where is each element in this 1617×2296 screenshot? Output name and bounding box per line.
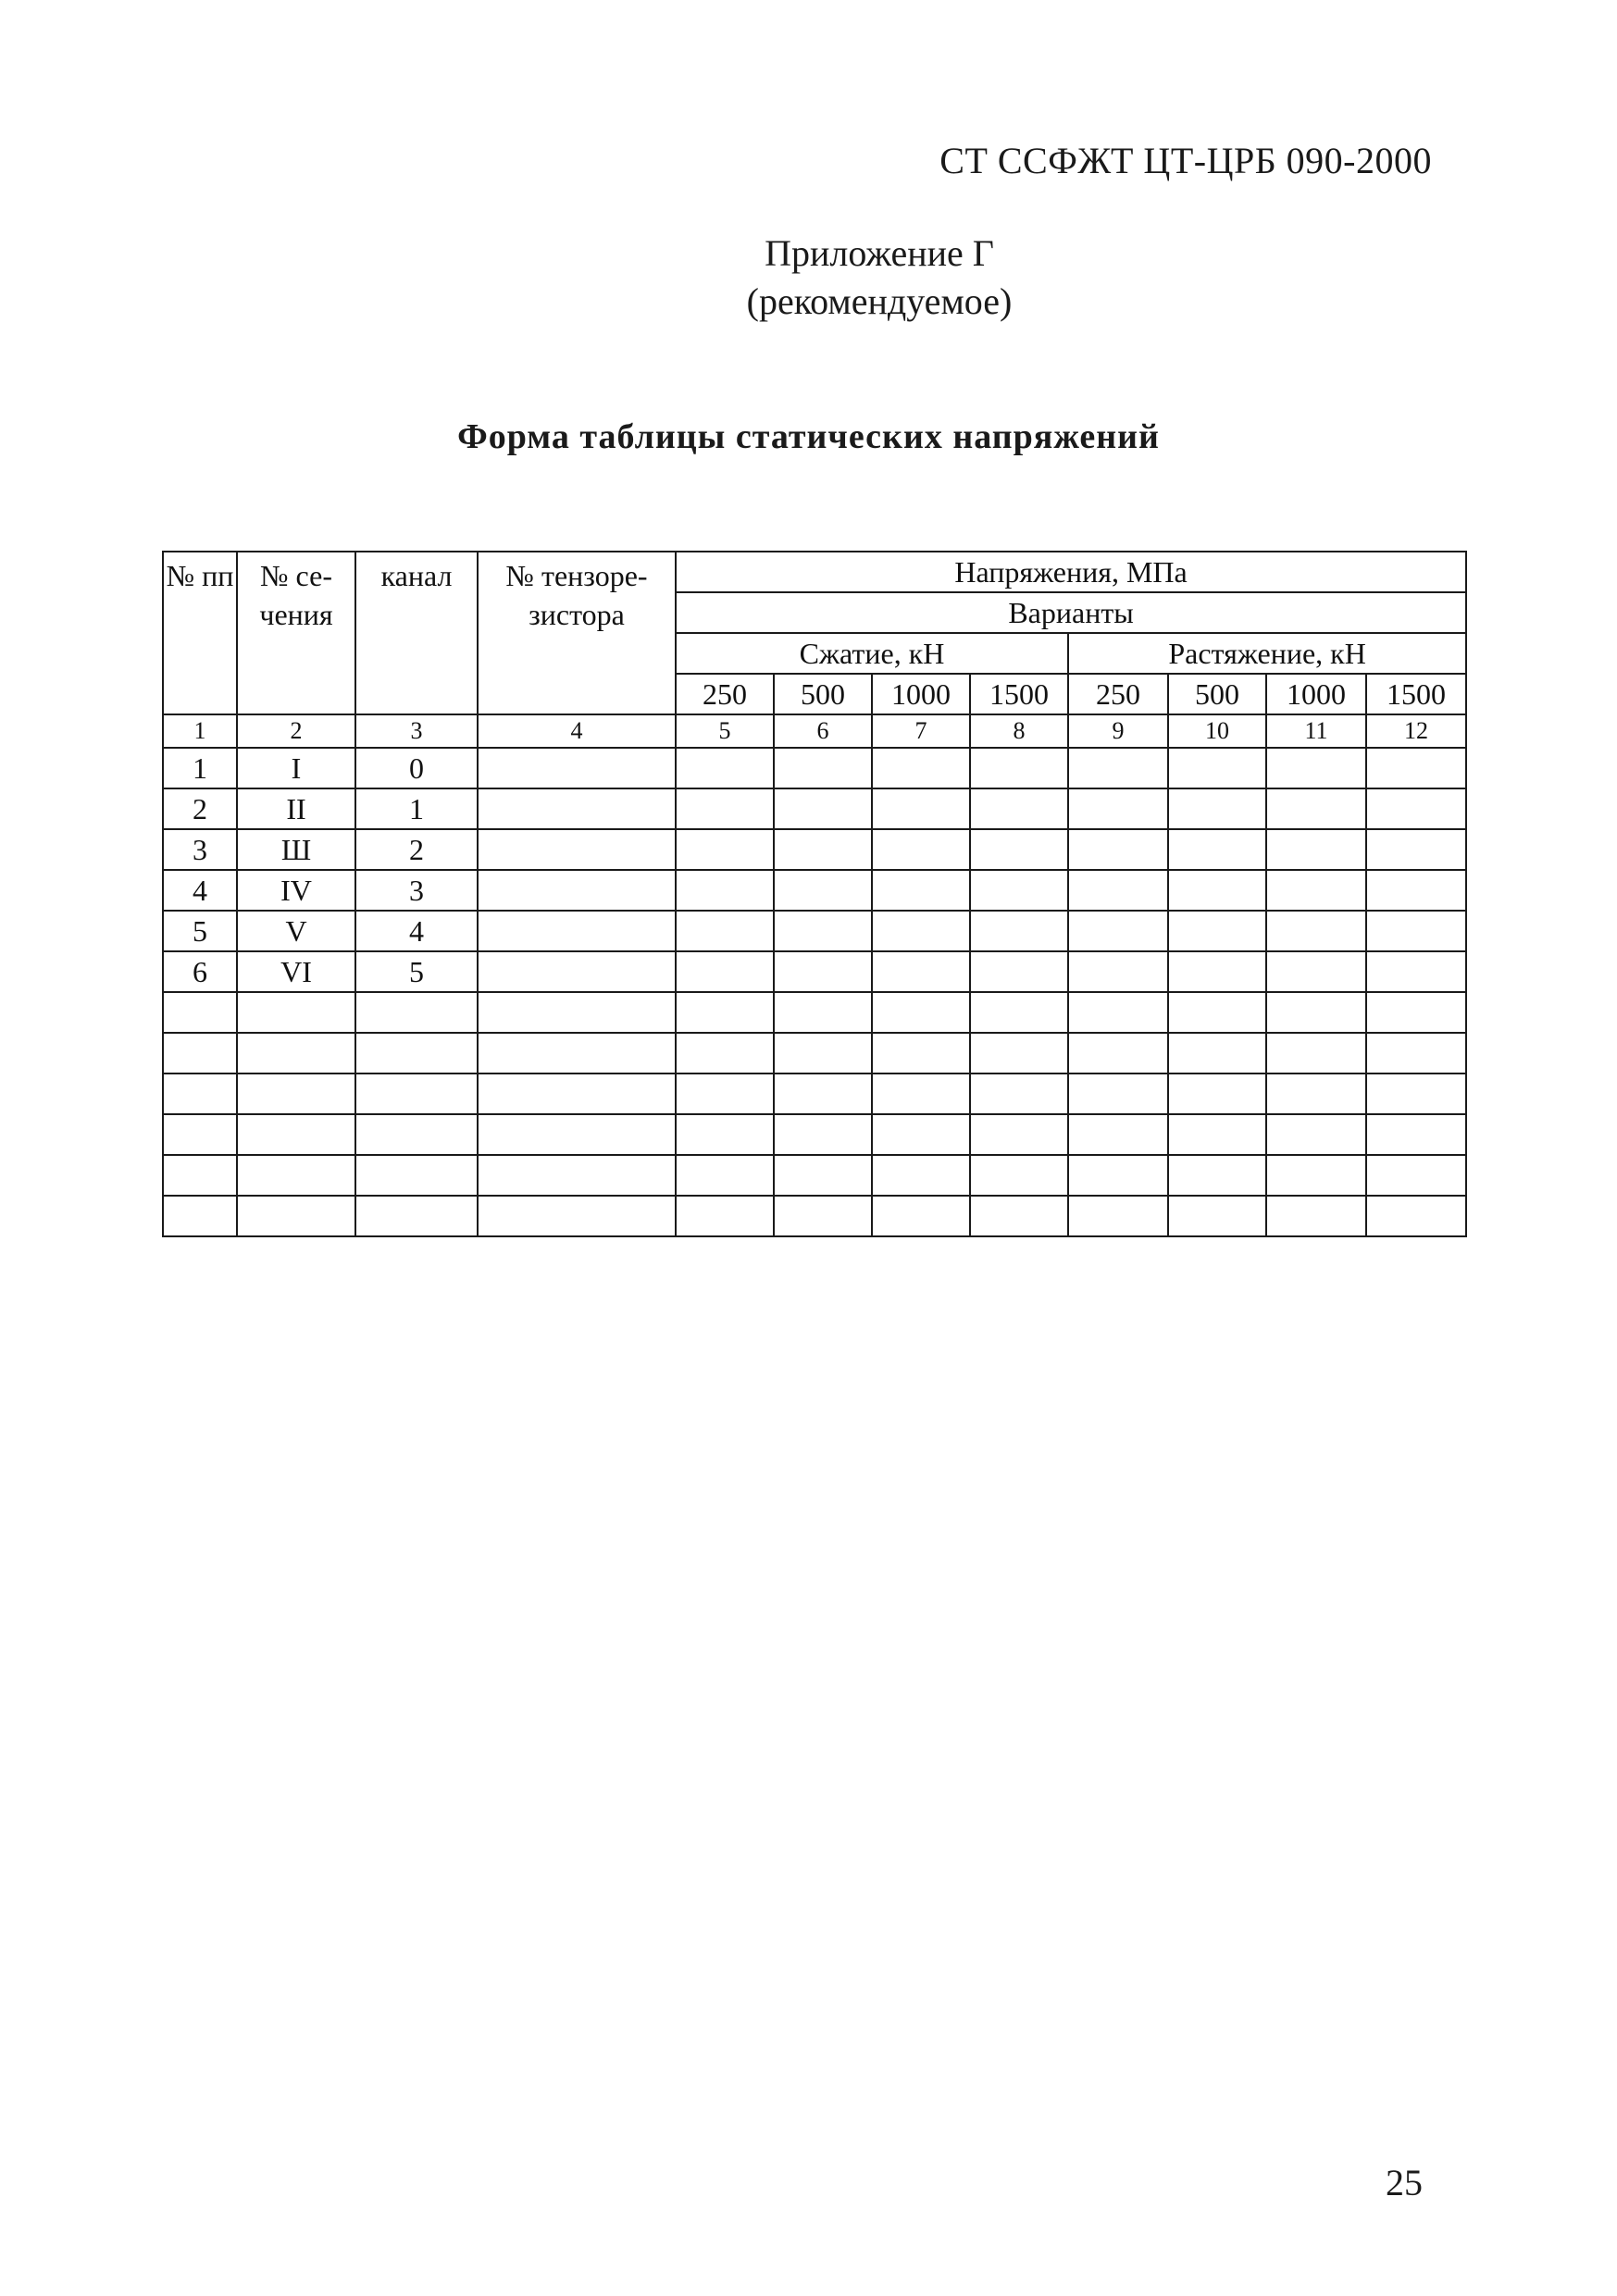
table-cell — [163, 1033, 237, 1074]
table-cell — [872, 870, 970, 911]
table-cell — [237, 992, 355, 1033]
table-row — [163, 870, 1466, 911]
table-cell — [1068, 951, 1168, 992]
table-cell: II — [237, 788, 355, 829]
table-cell — [872, 788, 970, 829]
table-cell — [1168, 1114, 1266, 1155]
table-row — [163, 911, 1466, 951]
column-number: 4 — [478, 714, 676, 748]
appendix-subtitle: (рекомендуемое) — [746, 280, 1013, 322]
table-cell — [872, 951, 970, 992]
table-cell — [1068, 1033, 1168, 1074]
table-cell — [970, 748, 1068, 788]
table-cell — [478, 748, 676, 788]
table-cell: 1 — [163, 748, 237, 788]
table-cell — [872, 1033, 970, 1074]
table-cell — [478, 951, 676, 992]
table-row — [163, 951, 1466, 992]
table-cell — [478, 1074, 676, 1114]
table-cell — [163, 992, 237, 1033]
table-row — [163, 788, 1466, 829]
table-row — [163, 1033, 1466, 1074]
column-number: 10 — [1168, 714, 1266, 748]
column-number: 9 — [1068, 714, 1168, 748]
table-cell — [1266, 1114, 1366, 1155]
table-cell — [1068, 748, 1168, 788]
table-cell — [676, 992, 774, 1033]
table-cell — [1168, 748, 1266, 788]
table-cell — [1068, 911, 1168, 951]
table-row — [163, 1196, 1466, 1236]
table-cell — [774, 1074, 872, 1114]
table-cell — [478, 1033, 676, 1074]
table-cell — [774, 951, 872, 992]
table-cell — [478, 911, 676, 951]
table-cell — [872, 829, 970, 870]
table-cell — [676, 1114, 774, 1155]
table-cell — [872, 1196, 970, 1236]
column-number: 8 — [970, 714, 1068, 748]
column-number: 5 — [676, 714, 774, 748]
table-cell — [1366, 870, 1466, 911]
table-cell: 6 — [163, 951, 237, 992]
table-cell — [774, 1033, 872, 1074]
column-number-row — [163, 714, 1466, 748]
table-cell — [478, 1114, 676, 1155]
table-cell — [1366, 1155, 1466, 1196]
table-cell — [1266, 911, 1366, 951]
table-cell — [970, 951, 1068, 992]
table-cell — [355, 1074, 478, 1114]
table-cell — [237, 1155, 355, 1196]
table-cell — [970, 870, 1068, 911]
table-cell — [1266, 829, 1366, 870]
table-cell — [1168, 1033, 1266, 1074]
table-cell — [478, 1196, 676, 1236]
table-cell — [676, 748, 774, 788]
header-tension: Растяжение, кН — [1068, 633, 1466, 674]
document-code: СТ ССФЖТ ЦТ-ЦРБ 090-2000 — [939, 140, 1432, 181]
table-cell — [1266, 788, 1366, 829]
table-cell — [1168, 788, 1266, 829]
header-load: 1500 — [1366, 674, 1466, 714]
table-cell — [237, 1074, 355, 1114]
column-number: 12 — [1366, 714, 1466, 748]
table-cell — [872, 1074, 970, 1114]
table-cell: 5 — [163, 911, 237, 951]
table-cell — [478, 992, 676, 1033]
header-load: 500 — [1168, 674, 1266, 714]
table-cell — [1266, 748, 1366, 788]
table-cell — [1366, 1074, 1466, 1114]
table-cell — [774, 870, 872, 911]
table-cell — [1068, 788, 1168, 829]
table-cell — [1068, 1155, 1168, 1196]
table-cell — [970, 1074, 1068, 1114]
table-row — [163, 829, 1466, 870]
table-cell — [237, 1196, 355, 1236]
table-cell — [1168, 870, 1266, 911]
column-number: 6 — [774, 714, 872, 748]
table-cell — [774, 1114, 872, 1155]
table-cell — [774, 1155, 872, 1196]
table-cell — [774, 911, 872, 951]
table-cell — [1366, 829, 1466, 870]
header-stresses: Напряжения, МПа — [676, 552, 1466, 592]
header-load: 1500 — [970, 674, 1068, 714]
table-cell — [355, 1155, 478, 1196]
table-cell — [1366, 748, 1466, 788]
table-cell — [1068, 870, 1168, 911]
table-cell — [676, 1196, 774, 1236]
header-section-number: № се- чения — [237, 552, 355, 714]
table-cell: I — [237, 748, 355, 788]
table-cell — [237, 1114, 355, 1155]
table-cell — [676, 911, 774, 951]
table-cell: 2 — [163, 788, 237, 829]
header-load: 250 — [676, 674, 774, 714]
table-cell — [1266, 1074, 1366, 1114]
table-cell — [1366, 992, 1466, 1033]
table-cell — [1068, 1114, 1168, 1155]
table-cell — [676, 1074, 774, 1114]
table-cell — [872, 748, 970, 788]
appendix-title: Приложение Г — [765, 232, 994, 274]
table-cell — [1168, 1074, 1266, 1114]
table-cell — [970, 1033, 1068, 1074]
table-cell — [163, 1074, 237, 1114]
header-strain-gauge-number: № тензоре- зистора — [478, 552, 676, 714]
table-cell — [676, 829, 774, 870]
table-cell — [872, 1114, 970, 1155]
table-row — [163, 992, 1466, 1033]
table-cell — [1168, 951, 1266, 992]
table-cell — [774, 1196, 872, 1236]
table-cell — [1366, 951, 1466, 992]
table-cell — [478, 1155, 676, 1196]
table-cell — [1366, 1114, 1466, 1155]
header-row-number: № пп — [163, 552, 237, 714]
table-cell — [1068, 829, 1168, 870]
table-cell: 3 — [163, 829, 237, 870]
table-cell — [355, 1114, 478, 1155]
table-cell — [774, 788, 872, 829]
table-cell — [1168, 829, 1266, 870]
table-cell — [970, 1114, 1068, 1155]
header-load: 1000 — [1266, 674, 1366, 714]
table-cell: 5 — [355, 951, 478, 992]
column-number: 7 — [872, 714, 970, 748]
table-cell: Ш — [237, 829, 355, 870]
table-cell: 1 — [355, 788, 478, 829]
table-cell — [1266, 870, 1366, 911]
table-cell — [774, 992, 872, 1033]
header-load: 500 — [774, 674, 872, 714]
table-cell: 4 — [355, 911, 478, 951]
table-cell — [1266, 951, 1366, 992]
table-cell — [1168, 992, 1266, 1033]
page-number: 25 — [1386, 2162, 1423, 2203]
table-cell — [163, 1155, 237, 1196]
table-cell — [1366, 911, 1466, 951]
table-cell — [970, 992, 1068, 1033]
table-cell — [355, 992, 478, 1033]
column-number: 3 — [355, 714, 478, 748]
table-cell — [774, 748, 872, 788]
header-load: 1000 — [872, 674, 970, 714]
header-load: 250 — [1068, 674, 1168, 714]
table-cell — [1168, 1155, 1266, 1196]
table-cell — [355, 1196, 478, 1236]
table-cell — [676, 788, 774, 829]
form-title: Форма таблицы статических напряжений — [457, 417, 1160, 456]
header-variants: Варианты — [676, 592, 1466, 633]
table-cell — [478, 829, 676, 870]
table-cell: VI — [237, 951, 355, 992]
table-cell: 2 — [355, 829, 478, 870]
table-cell — [774, 829, 872, 870]
table-cell — [1366, 1033, 1466, 1074]
table-cell — [1266, 1155, 1366, 1196]
table-cell — [872, 1155, 970, 1196]
table-cell — [163, 1196, 237, 1236]
table-row — [163, 748, 1466, 788]
table-cell: 0 — [355, 748, 478, 788]
table-cell — [1266, 1033, 1366, 1074]
table-row — [163, 1074, 1466, 1114]
table-cell — [970, 1155, 1068, 1196]
table-cell — [237, 1033, 355, 1074]
table-cell — [478, 870, 676, 911]
table-cell — [355, 1033, 478, 1074]
table-cell: 3 — [355, 870, 478, 911]
column-number: 2 — [237, 714, 355, 748]
table-cell: 4 — [163, 870, 237, 911]
column-number: 11 — [1266, 714, 1366, 748]
table-cell — [1068, 1196, 1168, 1236]
table-cell — [1068, 1074, 1168, 1114]
header-channel: канал — [355, 552, 478, 714]
table-cell — [676, 951, 774, 992]
table-cell — [676, 1033, 774, 1074]
table-cell — [1266, 1196, 1366, 1236]
table-cell: V — [237, 911, 355, 951]
table-cell — [970, 911, 1068, 951]
table-cell: IV — [237, 870, 355, 911]
table-cell — [676, 870, 774, 911]
table-cell — [1266, 992, 1366, 1033]
table-cell — [163, 1114, 237, 1155]
table-cell — [1168, 911, 1266, 951]
column-number: 1 — [163, 714, 237, 748]
table-cell — [478, 788, 676, 829]
table-cell — [872, 911, 970, 951]
table-cell — [676, 1155, 774, 1196]
table-cell — [970, 1196, 1068, 1236]
table-cell — [1068, 992, 1168, 1033]
table-cell — [970, 788, 1068, 829]
table-cell — [1366, 788, 1466, 829]
table-row — [163, 1114, 1466, 1155]
table-cell — [970, 829, 1068, 870]
table-cell — [872, 992, 970, 1033]
table-cell — [1366, 1196, 1466, 1236]
header-compression: Сжатие, кН — [676, 633, 1068, 674]
table-row — [163, 1155, 1466, 1196]
table-cell — [1168, 1196, 1266, 1236]
static-stress-table — [162, 551, 1467, 1237]
